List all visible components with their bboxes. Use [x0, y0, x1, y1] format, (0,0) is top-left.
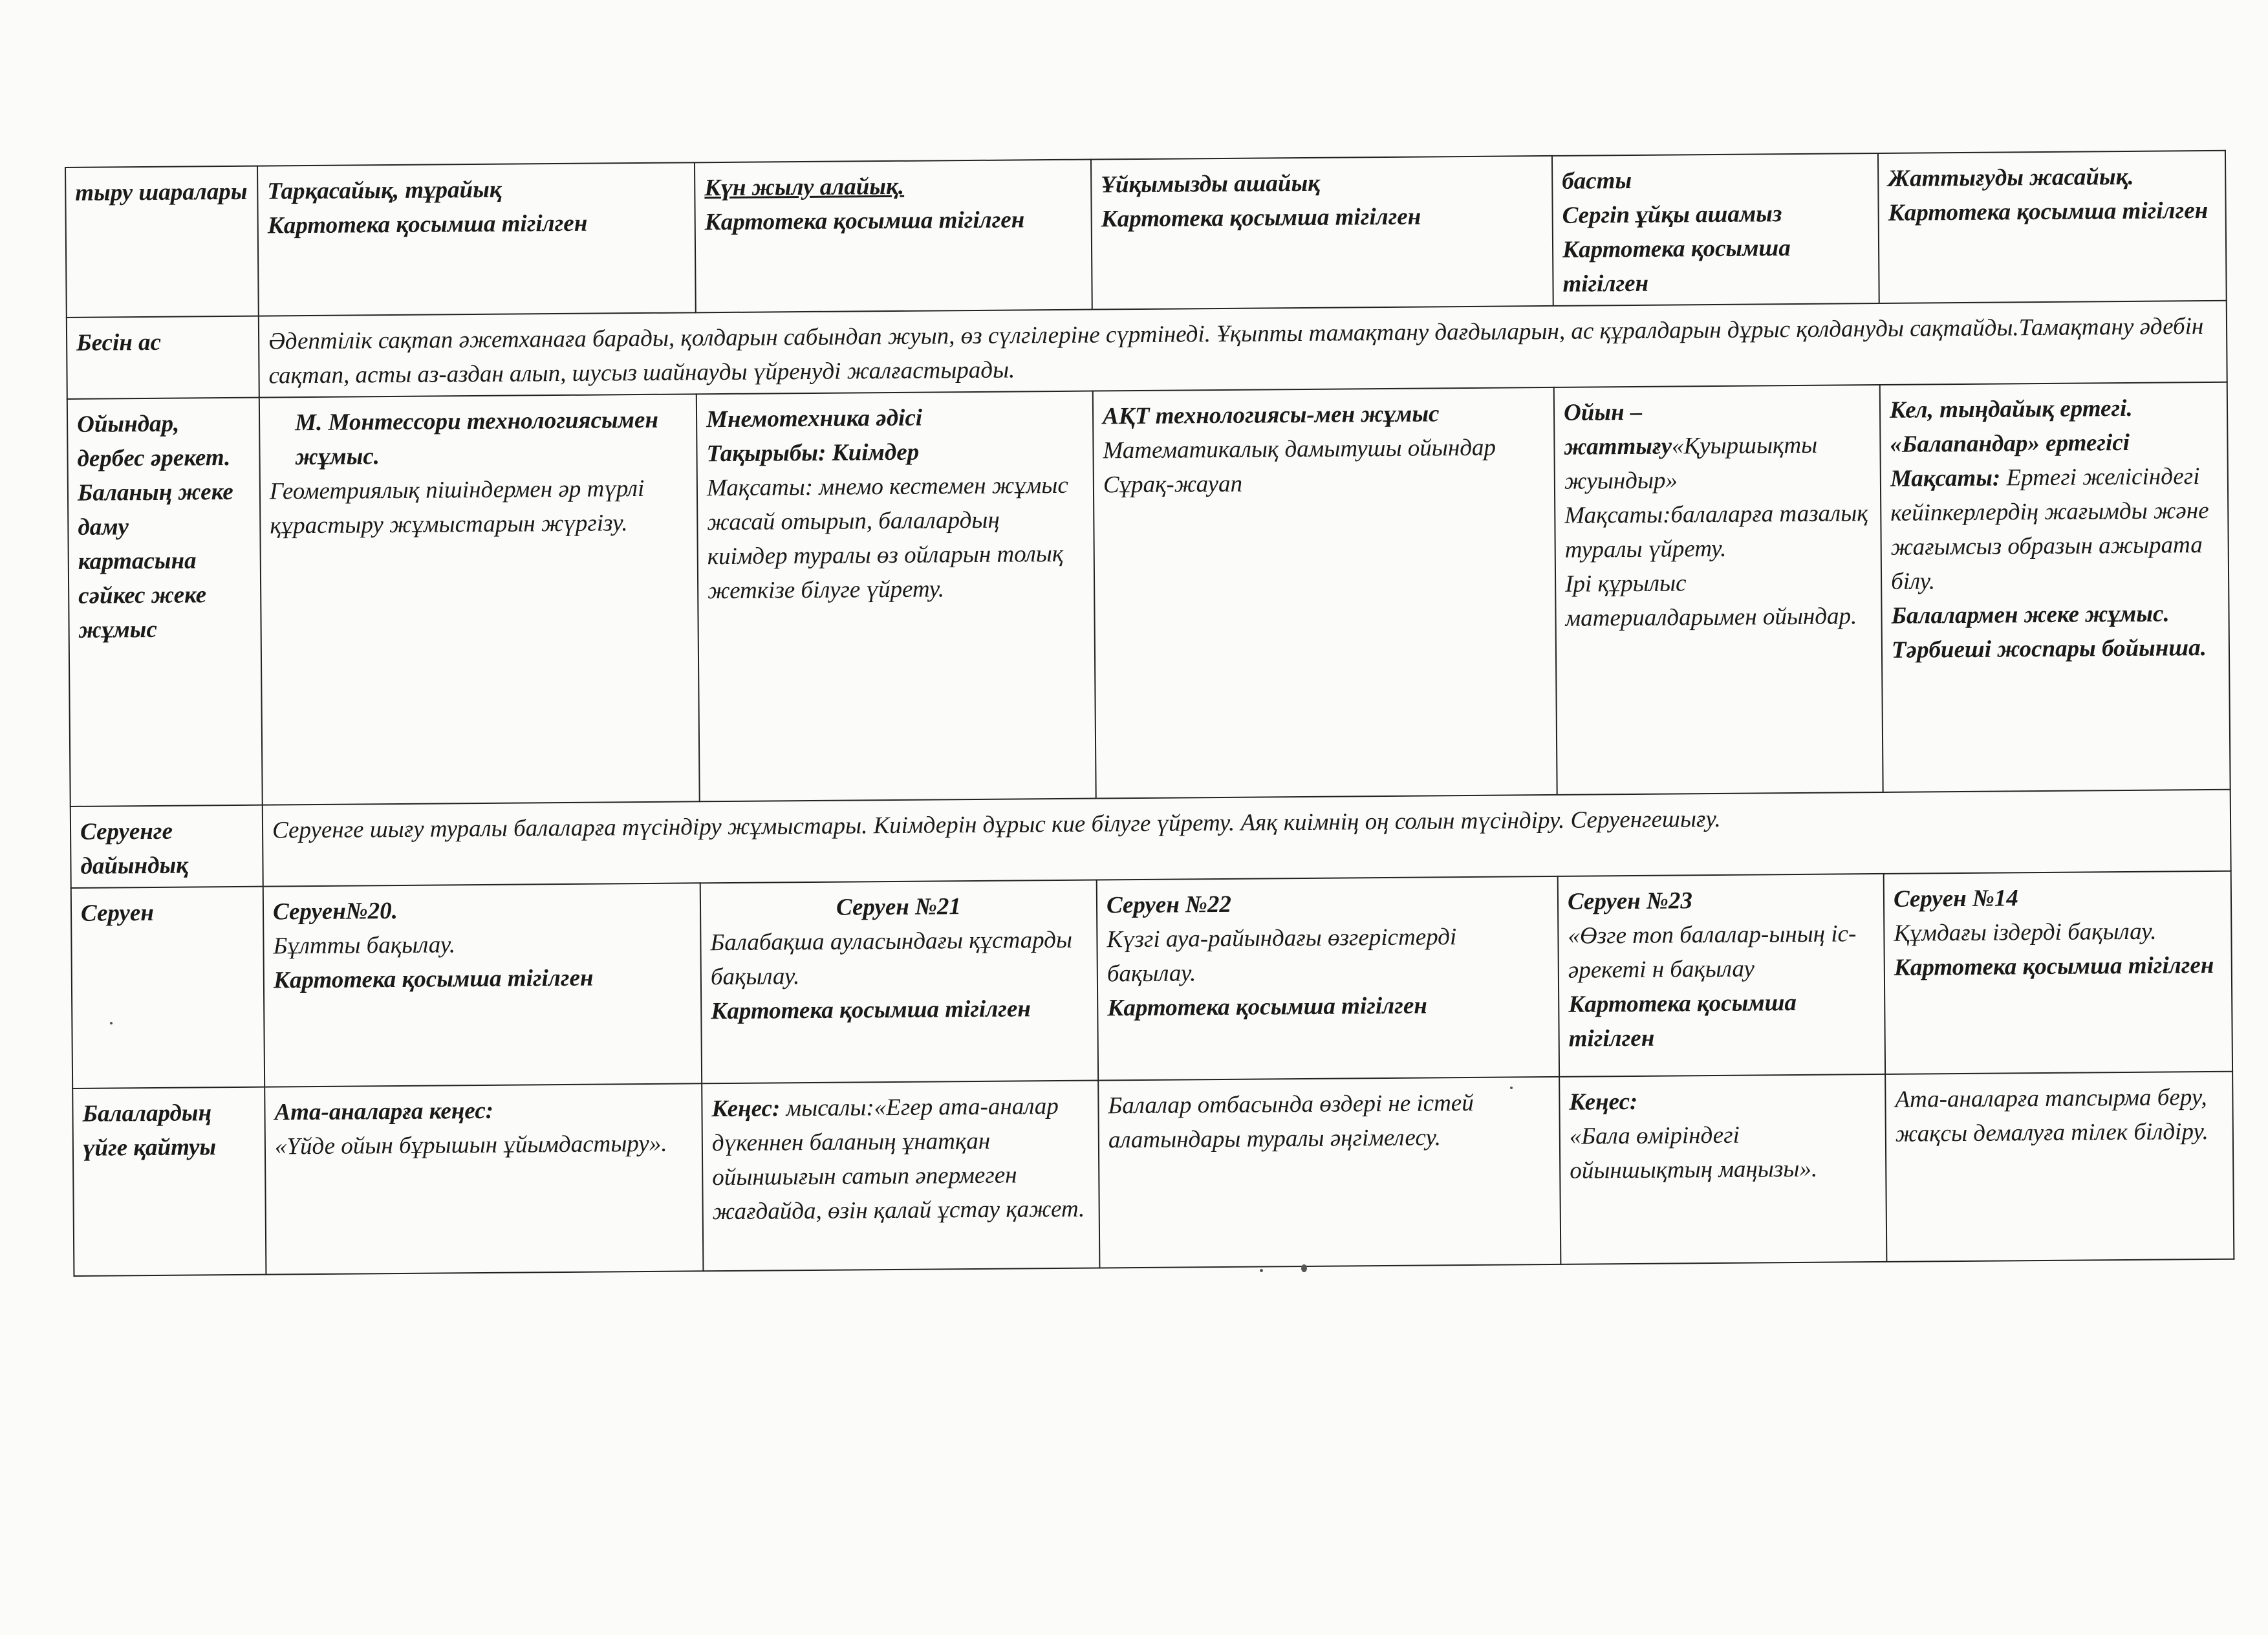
cell-thursday: Серуен №23 «Өзге топ балалар-ының іс-әрекеті н бақылау Картотека қосымша тігілген: [1558, 874, 1885, 1077]
span-cell: Серуенге шығу туралы балаларға түсіндіру жұмыстары. Киімдерін дұрыс кие білуге үйрету. Аяқ киімнің оң солын түсіндіру. Серуенгешығу.: [263, 790, 2231, 887]
table-row: [71, 871, 2232, 1088]
cell-tuesday: Серуен №21 Балабақша ауласындағы құстарды бақылау. Картотека қосымша тігілген: [700, 880, 1098, 1084]
cell-monday: Тарқасайық, тұрайық Картотека қосымша тігілген: [257, 162, 696, 316]
cell-monday: Ата-аналарға кеңес: «Үйде ойын бұрышын ұйымдастыру».: [265, 1083, 703, 1274]
cell-wednesday: АҚТ технологиясы-мен жұмыс Математикалық дамытушы ойындар Сұрақ-жауап: [1093, 387, 1557, 799]
cell-friday: Ата-аналарға тапсырма беру, жақсы демалуға тілек білдіру.: [1885, 1072, 2234, 1262]
cell-friday: Жаттығуды жасайық. Картотека қосымша тігілген: [1878, 151, 2227, 303]
cell-friday: Кел, тыңдайық ертегі. «Балапандар» ертегісі Мақсаты: Ертегі желісіндегі кейіпкерлердің жағымды және жағымсыз образын ажырата білу. Балалармен жеке жұмыс. Тәрбиеші жоспары бойынша.: [1880, 382, 2230, 792]
table-row: [72, 1072, 2234, 1276]
row-label: Серуен: [71, 887, 265, 1088]
row-label: тыру шаралары: [65, 166, 259, 318]
table-row: [67, 382, 2230, 807]
table-row: [65, 151, 2227, 318]
cell-thursday: Ойын – жаттығу«Қуыршықты жуындыр» Мақсаты:балаларға тазалық туралы үйрету. Ірі құрылыс материалдарымен ойындар.: [1554, 385, 1883, 795]
cell-wednesday: Балалар отбасында өздері не істей алатындары туралы әңгімелесу.: [1098, 1077, 1561, 1268]
row-label: Ойындар, дербес әрекет. Баланың жеке даму картасына сәйкес жеке жұмыс: [67, 398, 263, 807]
daily-plan-table: [65, 150, 2234, 1277]
span-cell: Әдептілік сақтап әжетханаға барады, қолдарын сабындап жуып, өз сүлгілеріне сүртінеді. Ұқыпты тамақтану дағдыларын, ас құралдарын дұрыс қолдануды сақтайды.Тамақтану әдебін сақтап, асты аз-аздан алып, шусыз шайнауды үйренуді жалғастырады.: [259, 301, 2227, 398]
row-label: Серуенге дайындық: [70, 805, 263, 888]
plan-sheet: [65, 150, 2233, 1277]
cell-tuesday: Кеңес: мысалы:«Егер ата-аналар дүкеннен баланың ұнатқан ойыншығын сатып әпермеген жағдайда, өзін қалай ұстау қажет.: [702, 1080, 1099, 1271]
cell-wednesday: Ұйқымызды ашайық Картотека қосымша тігілген: [1091, 156, 1553, 310]
cell-wednesday: Серуен №22 Күзгі ауа-райындағы өзгерістерді бақылау. Картотека қосымша тігілген: [1097, 876, 1559, 1081]
cell-monday: Серуен№20. Бұлтты бақылау. Картотека қосымша тігілген: [263, 883, 702, 1087]
cell-thursday: басты Сергіп ұйқы ашамыз Картотека қосымша тігілген: [1552, 153, 1879, 306]
row-label: Балалардың үйге қайтуы: [72, 1087, 266, 1276]
row-label: Бесін ас: [67, 316, 259, 399]
cell-tuesday: Күн жылу алайық. Картотека қосымша тігілген: [695, 160, 1092, 313]
cell-thursday: Кеңес: «Бала өміріндегі ойыншықтың маңызы».: [1559, 1074, 1886, 1264]
cell-tuesday: Мнемотехника әдісі Тақырыбы: Киімдер Мақсаты: мнемо кестемен жұмыс жасай отырып, балалардың киімдер туралы өз ойларын толық жеткізе білуге үйрету.: [697, 391, 1096, 802]
cell-friday: Серуен №14 Құмдағы іздерді бақылау. Картотека қосымша тігілген: [1884, 871, 2232, 1074]
plan-body: [65, 151, 2234, 1276]
cell-monday: М. Монтессори технологиясымен жұмыс. Геометриялық пішіндермен әр түрлі құрастыру жұмыстарын жүргізу.: [259, 394, 700, 805]
